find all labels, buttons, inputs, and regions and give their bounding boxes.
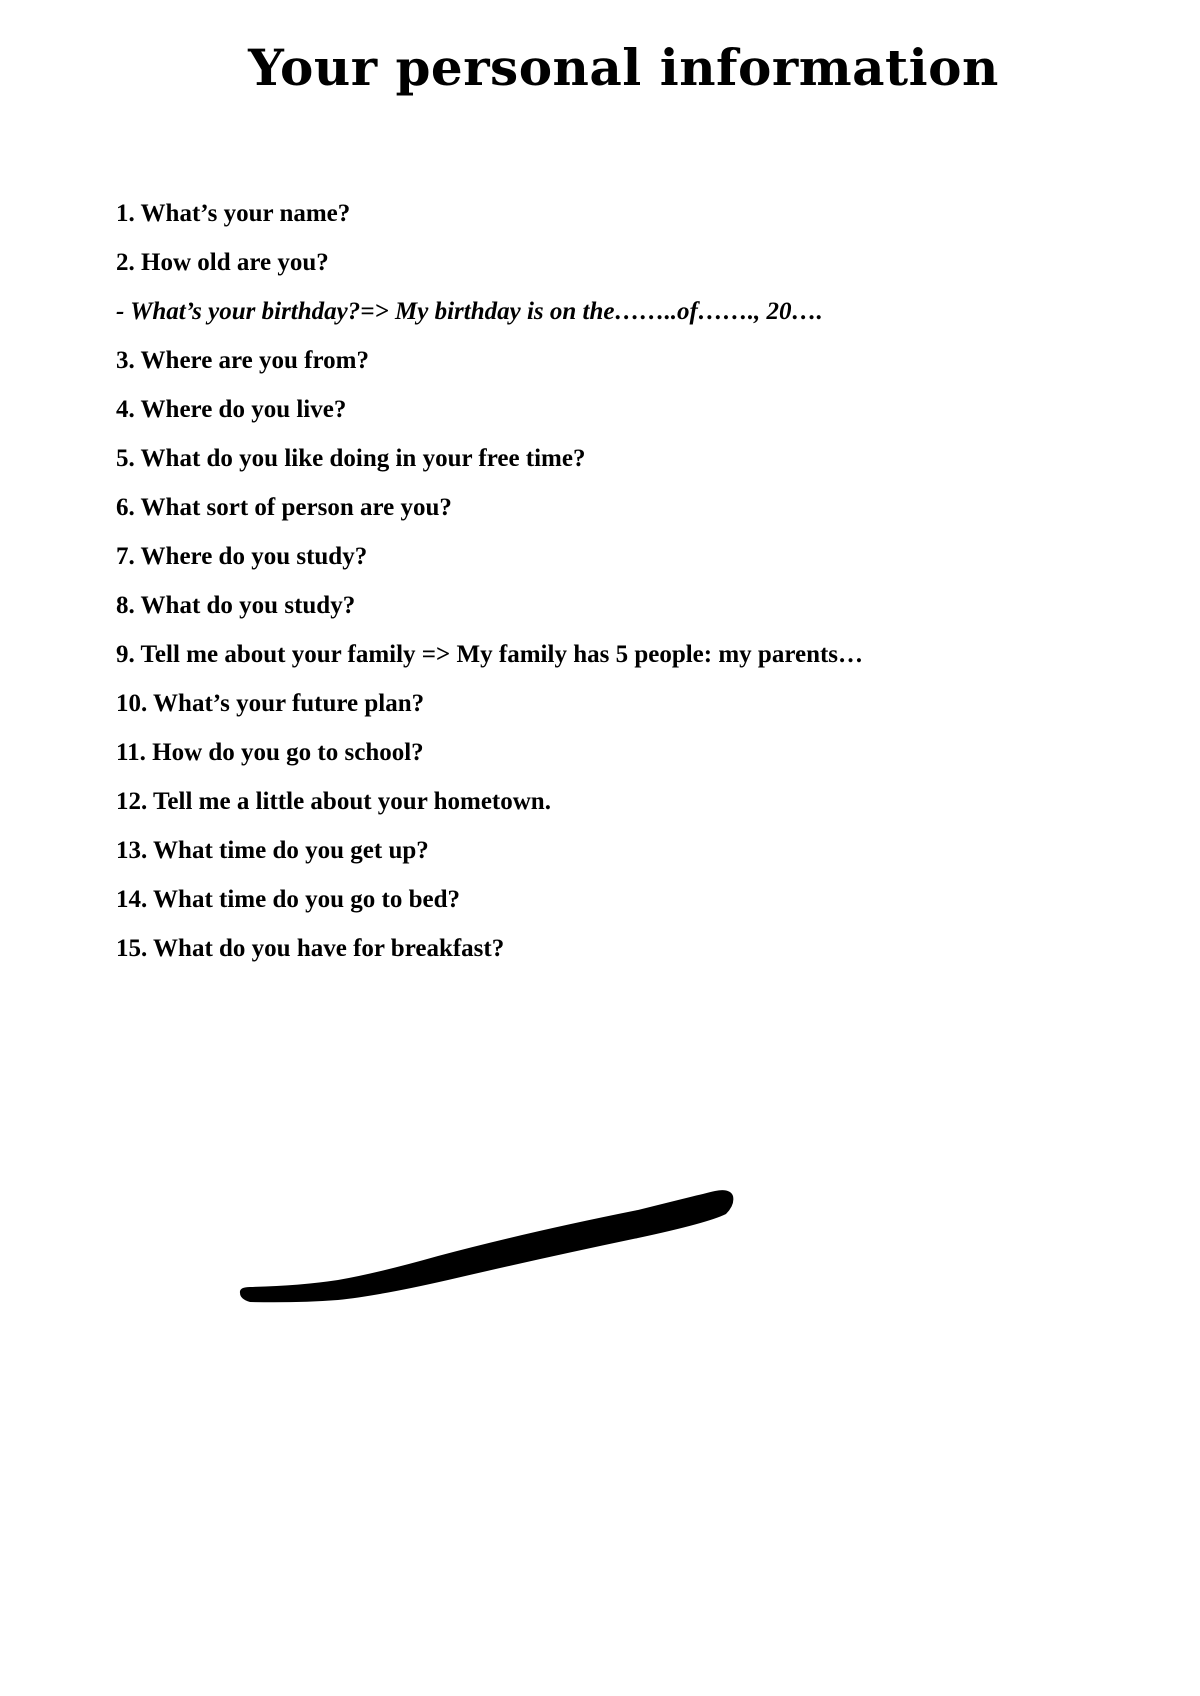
page-title: Your personal information xyxy=(248,38,999,97)
question-4: 4. Where do you live? xyxy=(116,396,347,423)
question-14: 14. What time do you go to bed? xyxy=(116,886,461,913)
question-6: 6. What sort of person are you? xyxy=(116,494,452,521)
brush-stroke-mark xyxy=(238,1186,738,1306)
birthday-prompt: - What’s your birthday?=> My birthday is on the……..of……., 20…. xyxy=(116,298,823,325)
question-5: 5. What do you like doing in your free time? xyxy=(116,445,586,472)
question-13: 13. What time do you get up? xyxy=(116,837,429,864)
question-10: 10. What’s your future plan? xyxy=(116,690,425,717)
question-15: 15. What do you have for breakfast? xyxy=(116,935,505,962)
question-1: 1. What’s your name? xyxy=(116,200,351,227)
question-12: 12. Tell me a little about your hometown. xyxy=(116,788,551,815)
question-3: 3. Where are you from? xyxy=(116,347,369,374)
question-8: 8. What do you study? xyxy=(116,592,356,619)
question-7: 7. Where do you study? xyxy=(116,543,368,570)
question-list xyxy=(116,189,863,973)
question-9: 9. Tell me about your family => My family has 5 people: my parents… xyxy=(116,641,864,668)
question-11: 11. How do you go to school? xyxy=(116,739,424,766)
question-2: 2. How old are you? xyxy=(116,249,329,276)
